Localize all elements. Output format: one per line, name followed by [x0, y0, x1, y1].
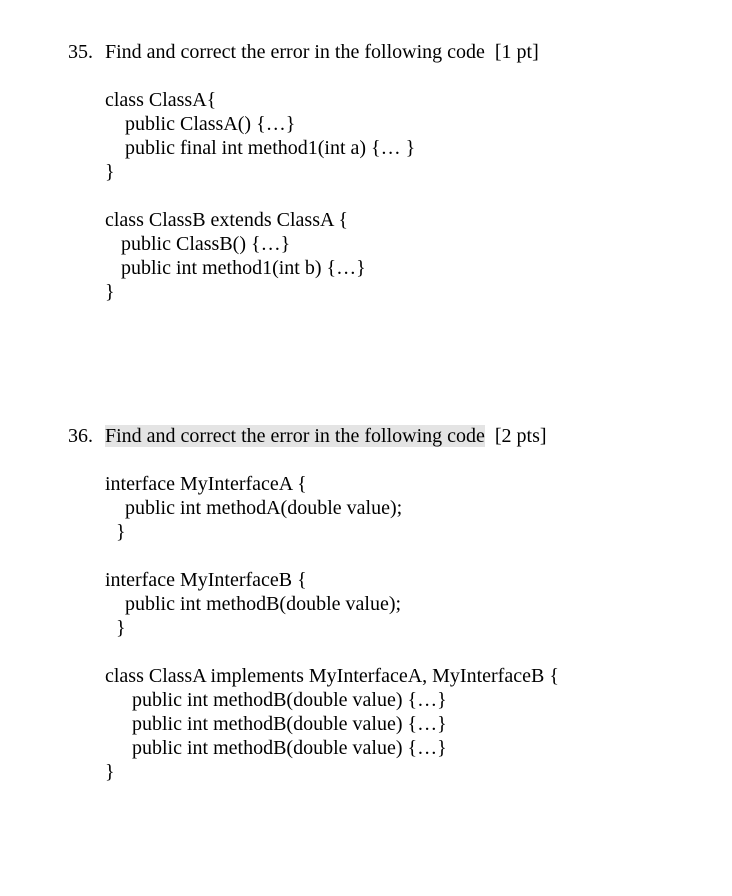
code-line: public int methodB(double value) {…} [132, 737, 447, 759]
code-line: class ClassB extends ClassA { [105, 209, 348, 231]
code-line: class ClassA{ [105, 89, 217, 111]
code-line: interface MyInterfaceA { [105, 473, 307, 495]
question-prompt-highlighted: Find and correct the error in the following code [105, 425, 485, 447]
code-line: } [105, 161, 115, 183]
code-line: } [116, 521, 126, 543]
question-number: 36. [68, 425, 93, 447]
question-35-heading [68, 40, 539, 64]
question-36-heading [68, 424, 547, 448]
question-prompt: Find and correct the error in the following code [105, 41, 485, 63]
code-line: public int methodB(double value) {…} [132, 713, 447, 735]
code-line: public int methodA(double value); [125, 497, 403, 519]
code-line: } [116, 617, 126, 639]
question-points: [2 pts] [494, 425, 547, 447]
code-line: interface MyInterfaceB { [105, 569, 307, 591]
code-line: } [105, 761, 115, 783]
code-line: public ClassB() {…} [121, 233, 291, 255]
code-line: public final int method1(int a) {… } [125, 137, 416, 159]
code-line: public ClassA() {…} [125, 113, 296, 135]
code-line: public int methodB(double value); [125, 593, 402, 615]
question-points: [1 pt] [494, 41, 539, 63]
question-number: 35. [68, 41, 93, 63]
code-line: public int method1(int b) {…} [121, 257, 366, 279]
code-line: class ClassA implements MyInterfaceA, MyInterfaceB { [105, 665, 559, 687]
code-line: public int methodB(double value) {…} [132, 689, 447, 711]
code-line: } [105, 281, 115, 303]
